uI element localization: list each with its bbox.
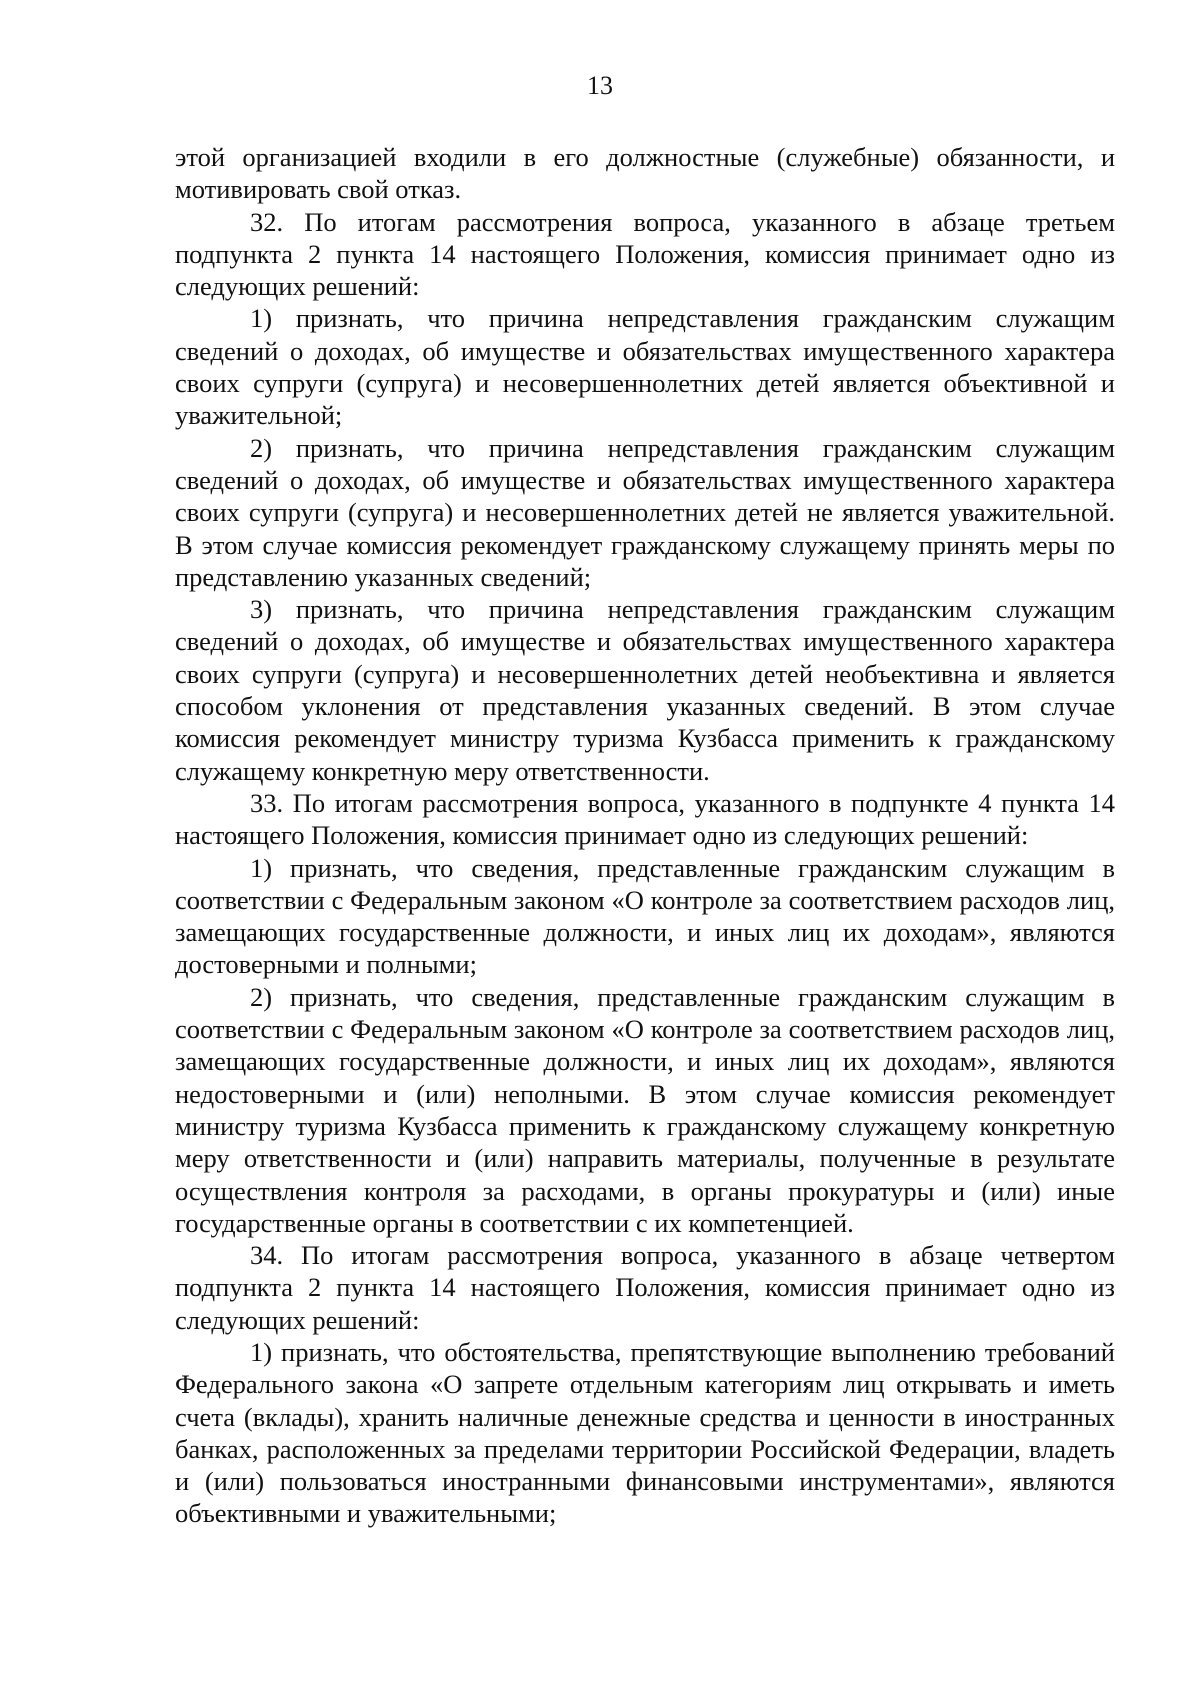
- paragraph-clause-32-item-1: 1) признать, что причина непредставления гражданским служащим сведений о доходах, об имуществе и обязательствах имущественного характера своих супруги (супруга) и несовершеннолетних детей является объективной и уважительной;: [175, 303, 1115, 431]
- paragraph-clause-32-item-3: 3) признать, что причина непредставления гражданским служащим сведений о доходах, об имуществе и обязательствах имущественного характера своих супруги (супруга) и несовершеннолетних детей необъективна и является способом уклонения от представления указанных сведений. В этом случае комиссия рекомендует министру туризма Кузбасса применить к гражданскому служащему конкретную меру ответственности.: [175, 594, 1115, 786]
- paragraph-clause-33-item-2: 2) признать, что сведения, представленные гражданским служащим в соответствии с Федеральным законом «О контроле за соответствием расходов лиц, замещающих государственные должности, и иных лиц их доходам», являются недостоверными и (или) неполными. В этом случае комиссия рекомендует министру туризма Кузбасса применить к гражданскому служащему конкретную меру ответственности и (или) направить материалы, полученные в результате осуществления контроля за расходами, в органы прокуратуры и (или) иные государственные органы в соответствии с их компетенцией.: [175, 981, 1115, 1238]
- paragraph-continuation: этой организацией входили в его должностные (служебные) обязанности, и мотивировать свой отказ.: [175, 142, 1115, 205]
- paragraph-clause-34: 34. По итогам рассмотрения вопроса, указанного в абзаце четвертом подпункта 2 пункта 14 настоящего Положения, комиссия принимает одно из следующих решений:: [175, 1240, 1115, 1335]
- paragraph-clause-32-item-2: 2) признать, что причина непредставления гражданским служащим сведений о доходах, об имуществе и обязательствах имущественного характера своих супруги (супруга) и несовершеннолетних детей не является уважительной. В этом случае комиссия рекомендует гражданскому служащему принять меры по представлению указанных сведений;: [175, 432, 1115, 592]
- document-body: [175, 141, 1115, 1530]
- paragraph-clause-34-item-1: 1) признать, что обстоятельства, препятствующие выполнению требований Федерального закона «О запрете отдельным категориям лиц открывать и иметь счета (вклады), хранить наличные денежные средства и ценности в иностранных банках, расположенных за пределами территории Российской Федерации, владеть и (или) пользоваться иностранными финансовыми инструментами», являются объективными и уважительными;: [175, 1336, 1115, 1529]
- paragraph-clause-33: 33. По итогам рассмотрения вопроса, указанного в подпункте 4 пункта 14 настоящего Положения, комиссия принимает одно из следующих решений:: [175, 787, 1115, 851]
- paragraph-clause-33-item-1: 1) признать, что сведения, представленные гражданским служащим в соответствии с Федеральным законом «О контроле за соответствием расходов лиц, замещающих государственные должности, и иных лиц их доходам», являются достоверными и полными;: [175, 852, 1115, 980]
- paragraph-clause-32: 32. По итогам рассмотрения вопроса, указанного в абзаце третьем подпункта 2 пункта 14 настоящего Положения, комиссия принимает одно из следующих решений:: [175, 206, 1115, 302]
- page-number: 13: [587, 71, 613, 100]
